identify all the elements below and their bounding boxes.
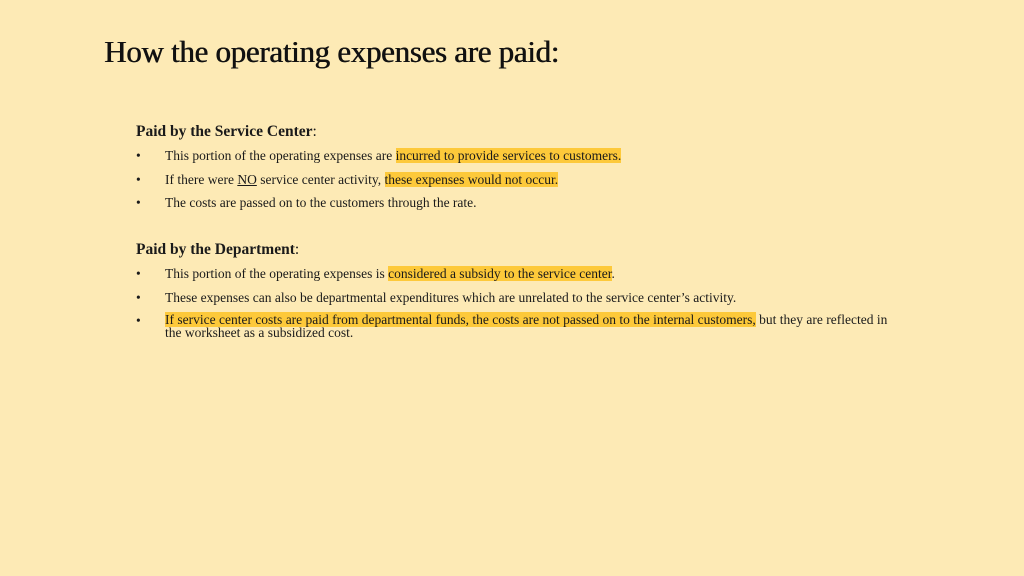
bullet-icon: • [136,313,141,328]
item-text: service center activity, [256,171,385,187]
item-text: This portion of the operating expenses are [165,148,396,163]
bullet-icon: • [136,266,141,281]
department-section [136,239,896,339]
item-text: This portion of the operating expenses is [165,266,389,281]
highlighted-text: incurred to provide services to customers. [395,148,622,163]
item-text: These expenses can also be departmental expenditures which are unrelated to the service center’s activity. [165,289,737,305]
item-text: . [611,266,615,281]
list-item [136,309,896,339]
service-center-heading-text: Paid by the Service Center [136,123,313,140]
highlighted-text: considered a subsidy to the service center [388,266,612,281]
list-item [136,168,896,192]
bullet-icon: • [136,289,141,305]
bullet-icon: • [136,171,141,187]
list-item [136,144,896,168]
list-item [136,286,896,310]
item-text: The costs are passed on to the customers through the rate. [165,195,477,210]
service-center-heading [136,121,896,143]
department-heading [136,239,896,261]
item-text: If there were [165,171,238,187]
service-center-bullet-list [136,144,896,215]
department-heading-text: Paid by the Department [136,241,295,258]
service-center-section [136,121,896,215]
list-item [136,191,896,215]
list-item [136,262,896,286]
heading-colon: : [294,241,300,258]
heading-colon: : [312,123,317,140]
underlined-text: NO [237,171,257,187]
department-bullet-list [136,262,896,339]
highlighted-text: these expenses would not occur. [384,171,559,187]
bullet-icon: • [136,195,141,210]
item-text: but they are reflected in the worksheet as a subsidized cost. [165,312,888,340]
slide-title: How the operating expenses are paid: [104,34,559,69]
highlighted-text: If service center costs are paid from departmental funds, the costs are not passed on to the internal customers, [165,312,756,327]
bullet-icon: • [136,148,141,163]
